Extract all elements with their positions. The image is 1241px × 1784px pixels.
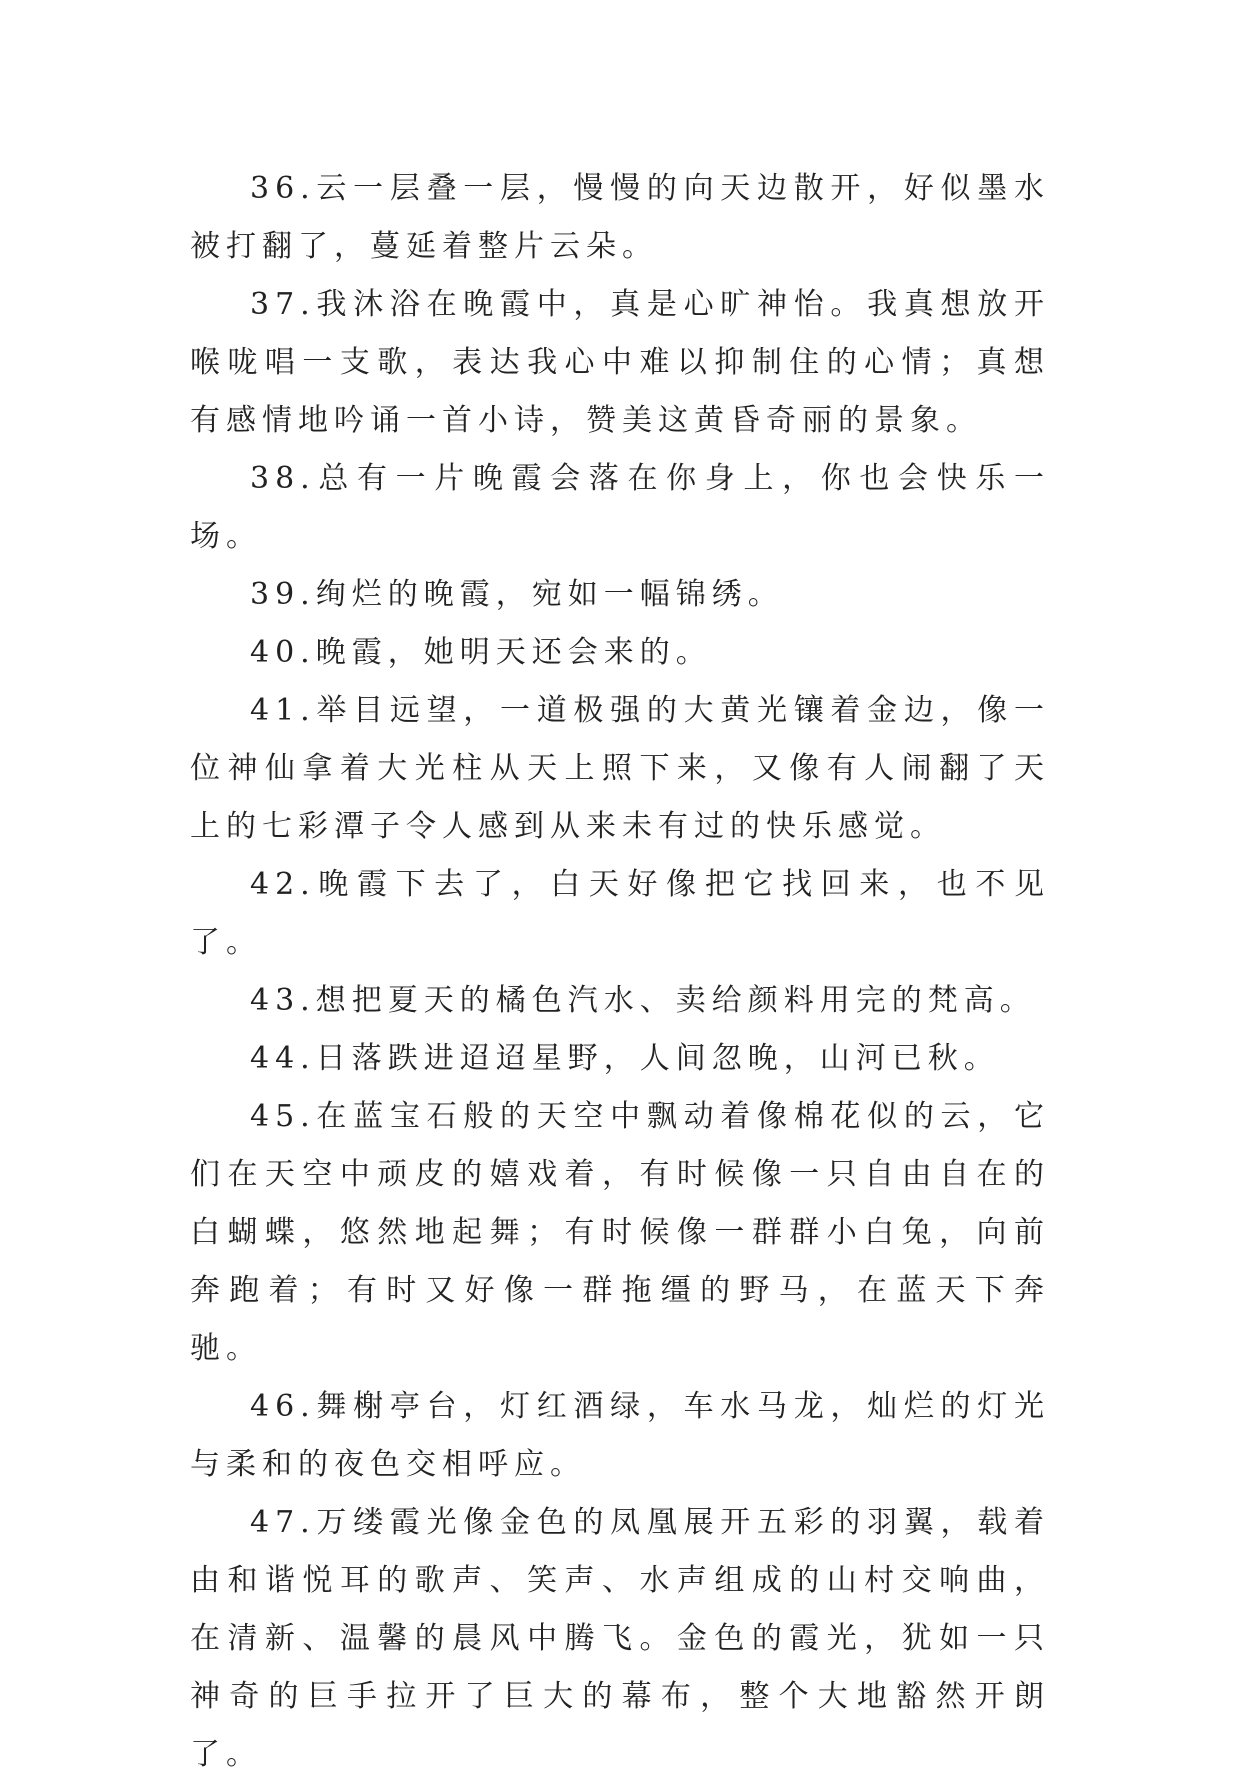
paragraph-37: 37.我沐浴在晚霞中，真是心旷神怡。我真想放开喉咙唱一支歌，表达我心中难以抑制住的心情；真想有感情地吟诵一首小诗，赞美这黄昏奇丽的景象。 [190,287,1050,438]
paragraph-41: 41.举目远望，一道极强的大黄光镶着金边，像一位神仙拿着大光柱从天上照下来，又像有人闹翻了天上的七彩潭子令人感到从来未有过的快乐感觉。 [190,693,1050,844]
paragraph-45: 45.在蓝宝石般的天空中飘动着像棉花似的云，它们在天空中顽皮的嬉戏着，有时候像一只自由自在的白蝴蝶，悠然地起舞；有时候像一群群小白兔，向前奔跑着；有时又好像一群拖缰的野马，在蓝天下奔驰。 [190,1099,1050,1366]
paragraph-36: 36.云一层叠一层，慢慢的向天边散开，好似墨水被打翻了，蔓延着整片云朵。 [190,171,1050,264]
paragraph-39: 39.绚烂的晚霞，宛如一幅锦绣。 [250,577,784,612]
paragraph-42: 42.晚霞下去了，白天好像把它找回来，也不见了。 [190,867,1050,960]
document-page [190,160,1050,1784]
paragraph-44: 44.日落跌进迢迢星野，人间忽晚，山河已秋。 [250,1041,1000,1076]
paragraph-47: 47.万缕霞光像金色的凤凰展开五彩的羽翼，载着由和谐悦耳的歌声、笑声、水声组成的山村交响曲，在清新、温馨的晨风中腾飞。金色的霞光，犹如一只神奇的巨手拉开了巨大的幕布，整个大地豁然开朗了。 [190,1505,1050,1772]
paragraph-40: 40.晚霞，她明天还会来的。 [250,635,712,670]
paragraph-43: 43.想把夏天的橘色汽水、卖给颜料用完的梵高。 [250,983,1036,1018]
paragraph-46: 46.舞榭亭台，灯红酒绿，车水马龙，灿烂的灯光与柔和的夜色交相呼应。 [190,1389,1050,1482]
paragraph-38: 38.总有一片晚霞会落在你身上，你也会快乐一场。 [190,461,1050,554]
